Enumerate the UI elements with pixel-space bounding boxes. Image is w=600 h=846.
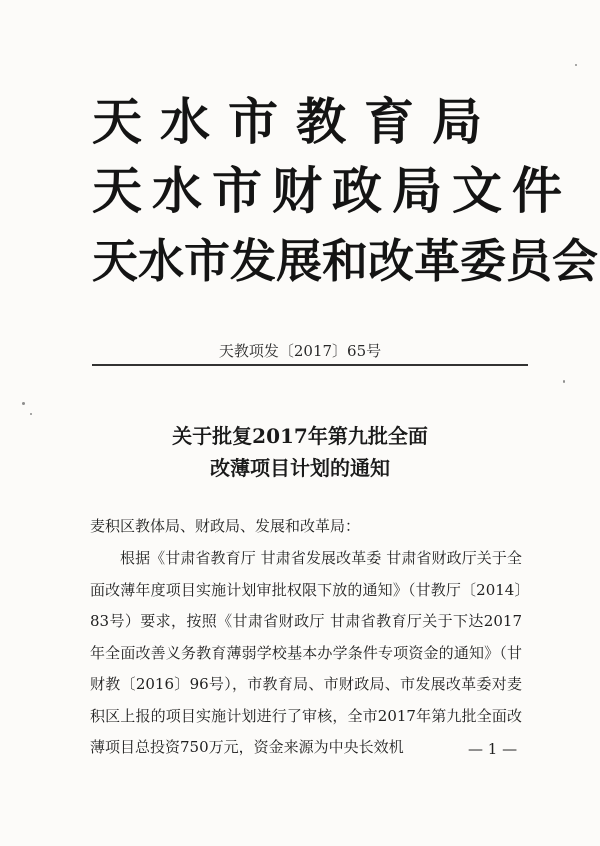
salutation: 麦积区教体局、财政局、发展和改革局： [90, 517, 361, 535]
document-title-line-2: 改薄项目计划的通知 [210, 456, 390, 480]
scan-speck [30, 413, 32, 415]
issuer-line-education-bureau: 天水市教育局 [92, 92, 500, 151]
scan-speck [563, 380, 565, 383]
issuer-line-finance-bureau: 天水市财政局文件 [92, 161, 572, 220]
document-title-line-1: 关于批复2017年第九批全面 [172, 424, 428, 448]
header-separator-line [92, 364, 528, 366]
body-paragraph: 根据《甘肃省教育厅 甘肃省发展改革委 甘肃省财政厅关于全面改薄年度项目实施计划审批权限下放的通知》（甘教厅〔2014〕83号）要求，按照《甘肃省财政厅 甘肃省教育厅关于下达2017年全面改善义务教育薄弱学校基本办学条件专项资金的通知》（甘财教〔2016〕96号），市教育局、市财政局、市发展改革委对麦积区上报的项目实施计划进行了审核，全市2017年第九批全面改薄项目总投资750万元，资金来源为中央长效机 [90, 549, 522, 756]
page-number: — 1 — [468, 740, 518, 758]
scan-speck [22, 402, 25, 405]
document-number: 天教项发〔2017〕65号 [218, 342, 382, 360]
scan-speck [575, 64, 577, 66]
issuer-line-development-commission: 天水市发展和改革委员会 [92, 234, 598, 288]
